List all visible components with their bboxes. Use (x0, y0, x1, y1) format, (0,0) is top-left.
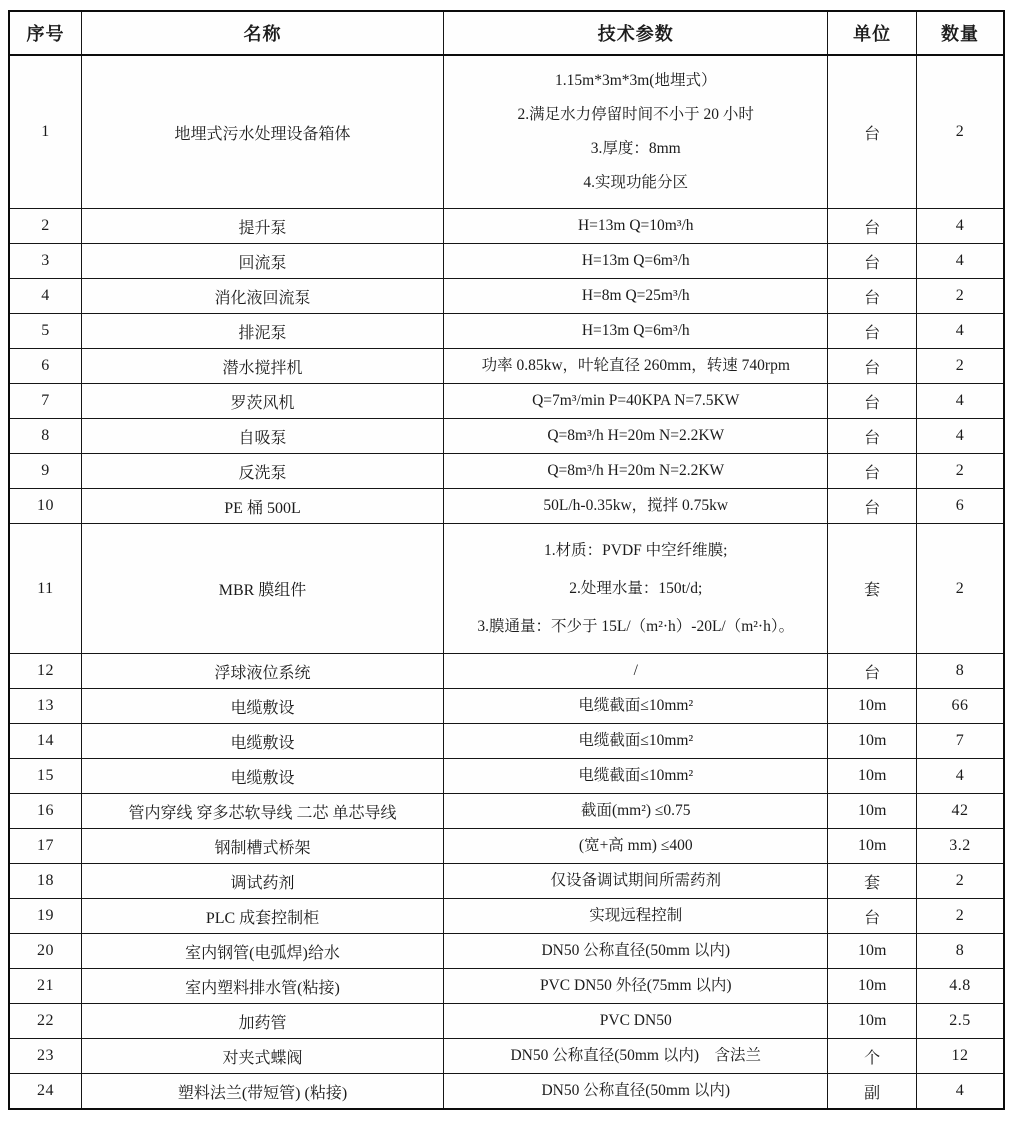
table-row (9, 1004, 1004, 1039)
table-row (9, 689, 1004, 724)
cell-quantity: 2 (916, 524, 1004, 654)
cell-serial-number: 4 (9, 279, 81, 314)
parameter-line: Q=7m³/min P=40KPA N=7.5KW (532, 392, 740, 409)
equipment-spec-table (8, 10, 1005, 1110)
cell-unit: 台 (828, 899, 917, 934)
parameter-line: H=13m Q=6m³/h (581, 322, 690, 339)
parameter-line: 2.满足水力停留时间不小于 20 小时 (517, 106, 754, 124)
cell-equipment-name: 调试药剂 (81, 864, 443, 899)
parameter-line: Q=8m³/h H=20m N=2.2KW (547, 462, 725, 479)
cell-equipment-name: 排泥泵 (81, 314, 443, 349)
cell-unit: 台 (828, 209, 917, 244)
cell-technical-parameters (444, 689, 828, 724)
cell-equipment-name: MBR 膜组件 (81, 524, 443, 654)
cell-serial-number: 3 (9, 244, 81, 279)
cell-equipment-name: 对夹式蝶阀 (81, 1039, 443, 1074)
cell-unit: 10m (828, 829, 917, 864)
cell-quantity: 4 (916, 384, 1004, 419)
cell-serial-number: 8 (9, 419, 81, 454)
cell-equipment-name: 回流泵 (81, 244, 443, 279)
cell-serial-number: 20 (9, 934, 81, 969)
cell-equipment-name: 反洗泵 (81, 454, 443, 489)
table-row (9, 314, 1004, 349)
table-row (9, 349, 1004, 384)
parameter-line: 实现远程控制 (589, 907, 683, 924)
cell-technical-parameters (444, 524, 828, 654)
cell-equipment-name: 电缆敷设 (81, 724, 443, 759)
parameter-line: DN50 公称直径(50mm 以内) 含法兰 (510, 1047, 762, 1064)
cell-technical-parameters (444, 969, 828, 1004)
parameter-lines (448, 56, 823, 208)
cell-equipment-name: 钢制槽式桥架 (81, 829, 443, 864)
cell-technical-parameters (444, 1074, 828, 1110)
parameter-line: 截面(mm²) ≤0.75 (580, 802, 691, 819)
cell-unit: 台 (828, 489, 917, 524)
cell-equipment-name: 管内穿线 穿多芯软导线 二芯 单芯导线 (81, 794, 443, 829)
cell-equipment-name: 电缆敷设 (81, 689, 443, 724)
cell-serial-number: 24 (9, 1074, 81, 1110)
parameter-line: 3.膜通量：不少于 15L/（m²·h）-20L/（m²·h）。 (477, 617, 795, 635)
cell-quantity: 7 (916, 724, 1004, 759)
parameter-line: 电缆截面≤10mm² (578, 767, 694, 784)
table-row (9, 244, 1004, 279)
table-header (9, 11, 1004, 55)
column-header-no: 序号 (9, 11, 81, 55)
parameter-line: H=13m Q=6m³/h (581, 252, 690, 269)
cell-serial-number: 10 (9, 489, 81, 524)
parameter-line: PVC DN50 (599, 1012, 672, 1029)
cell-equipment-name: 室内钢管(电弧焊)给水 (81, 934, 443, 969)
cell-unit: 个 (828, 1039, 917, 1074)
cell-quantity: 2 (916, 864, 1004, 899)
table-row (9, 419, 1004, 454)
cell-serial-number: 13 (9, 689, 81, 724)
table-row (9, 759, 1004, 794)
cell-unit: 10m (828, 1004, 917, 1039)
cell-unit: 副 (828, 1074, 917, 1110)
cell-serial-number: 16 (9, 794, 81, 829)
cell-equipment-name: 塑料法兰(带短管) (粘接) (81, 1074, 443, 1110)
parameter-line: 功率 0.85kw，叶轮直径 260mm，转速 740rpm (481, 357, 790, 374)
cell-technical-parameters (444, 244, 828, 279)
cell-quantity: 66 (916, 689, 1004, 724)
cell-quantity: 12 (916, 1039, 1004, 1074)
cell-quantity: 2 (916, 55, 1004, 209)
parameter-line: 50L/h-0.35kw，搅拌 0.75kw (543, 497, 729, 514)
cell-equipment-name: 自吸泵 (81, 419, 443, 454)
column-header-name: 名称 (81, 11, 443, 55)
cell-unit: 台 (828, 349, 917, 384)
cell-quantity: 2 (916, 279, 1004, 314)
cell-quantity: 4.8 (916, 969, 1004, 1004)
parameter-line: / (633, 662, 638, 679)
table-row (9, 489, 1004, 524)
header-row (9, 11, 1004, 55)
cell-equipment-name: 室内塑料排水管(粘接) (81, 969, 443, 1004)
cell-unit: 10m (828, 724, 917, 759)
cell-unit: 台 (828, 454, 917, 489)
cell-quantity: 4 (916, 759, 1004, 794)
cell-unit: 台 (828, 244, 917, 279)
cell-technical-parameters (444, 829, 828, 864)
table-row (9, 1039, 1004, 1074)
cell-unit: 10m (828, 934, 917, 969)
cell-quantity: 3.2 (916, 829, 1004, 864)
cell-serial-number: 11 (9, 524, 81, 654)
table-row (9, 829, 1004, 864)
parameter-lines (448, 524, 823, 653)
parameter-line: H=13m Q=10m³/h (577, 217, 694, 234)
cell-unit: 台 (828, 419, 917, 454)
table-row (9, 454, 1004, 489)
cell-unit: 套 (828, 524, 917, 654)
cell-equipment-name: 罗茨风机 (81, 384, 443, 419)
parameter-line: 2.处理水量：150t/d; (569, 579, 703, 597)
cell-technical-parameters (444, 419, 828, 454)
cell-serial-number: 1 (9, 55, 81, 209)
parameter-line: 3.厚度：8mm (590, 140, 681, 158)
cell-technical-parameters (444, 654, 828, 689)
cell-quantity: 6 (916, 489, 1004, 524)
cell-unit: 10m (828, 969, 917, 1004)
cell-equipment-name: 消化液回流泵 (81, 279, 443, 314)
cell-serial-number: 9 (9, 454, 81, 489)
cell-quantity: 4 (916, 244, 1004, 279)
cell-serial-number: 14 (9, 724, 81, 759)
cell-equipment-name: 潜水搅拌机 (81, 349, 443, 384)
table-body (9, 55, 1004, 1109)
column-header-param: 技术参数 (444, 11, 828, 55)
cell-unit: 台 (828, 314, 917, 349)
cell-quantity: 4 (916, 419, 1004, 454)
cell-serial-number: 17 (9, 829, 81, 864)
cell-technical-parameters (444, 349, 828, 384)
cell-technical-parameters (444, 384, 828, 419)
cell-equipment-name: 提升泵 (81, 209, 443, 244)
parameter-line: 电缆截面≤10mm² (578, 697, 694, 714)
cell-serial-number: 19 (9, 899, 81, 934)
cell-unit: 台 (828, 279, 917, 314)
parameter-line: (宽+高 mm) ≤400 (578, 837, 693, 854)
parameter-line: Q=8m³/h H=20m N=2.2KW (547, 427, 725, 444)
table-row (9, 899, 1004, 934)
cell-quantity: 4 (916, 314, 1004, 349)
parameter-line: 1.材质：PVDF 中空纤维膜; (544, 542, 728, 560)
cell-unit: 10m (828, 794, 917, 829)
cell-quantity: 8 (916, 934, 1004, 969)
cell-equipment-name: 地埋式污水处理设备箱体 (81, 55, 443, 209)
table-row (9, 864, 1004, 899)
table-row (9, 724, 1004, 759)
table-row (9, 524, 1004, 654)
parameter-line: 电缆截面≤10mm² (578, 732, 694, 749)
parameter-line: DN50 公称直径(50mm 以内) (541, 942, 731, 959)
table-row (9, 794, 1004, 829)
cell-unit: 台 (828, 384, 917, 419)
cell-technical-parameters (444, 314, 828, 349)
parameter-line: 仅设备调试期间所需药剂 (550, 872, 721, 889)
cell-equipment-name: PE 桶 500L (81, 489, 443, 524)
table-row (9, 279, 1004, 314)
cell-serial-number: 12 (9, 654, 81, 689)
cell-unit: 10m (828, 689, 917, 724)
cell-serial-number: 5 (9, 314, 81, 349)
parameter-line: PVC DN50 外径(75mm 以内) (539, 977, 732, 994)
table-row (9, 384, 1004, 419)
cell-technical-parameters (444, 209, 828, 244)
cell-serial-number: 23 (9, 1039, 81, 1074)
parameter-line: H=8m Q=25m³/h (581, 287, 690, 304)
cell-serial-number: 22 (9, 1004, 81, 1039)
cell-equipment-name: 电缆敷设 (81, 759, 443, 794)
table-row (9, 209, 1004, 244)
cell-equipment-name: PLC 成套控制柜 (81, 899, 443, 934)
parameter-line: 1.15m*3m*3m(地埋式） (555, 72, 717, 90)
cell-quantity: 42 (916, 794, 1004, 829)
cell-serial-number: 18 (9, 864, 81, 899)
cell-quantity: 2.5 (916, 1004, 1004, 1039)
cell-quantity: 8 (916, 654, 1004, 689)
cell-unit: 套 (828, 864, 917, 899)
cell-technical-parameters (444, 864, 828, 899)
cell-technical-parameters (444, 1039, 828, 1074)
cell-technical-parameters (444, 1004, 828, 1039)
table-row (9, 654, 1004, 689)
cell-serial-number: 7 (9, 384, 81, 419)
table-row (9, 1074, 1004, 1110)
cell-unit: 台 (828, 55, 917, 209)
cell-technical-parameters (444, 934, 828, 969)
cell-equipment-name: 加药管 (81, 1004, 443, 1039)
cell-quantity: 2 (916, 349, 1004, 384)
column-header-qty: 数量 (916, 11, 1004, 55)
cell-serial-number: 15 (9, 759, 81, 794)
table-row (9, 969, 1004, 1004)
cell-technical-parameters (444, 794, 828, 829)
column-header-unit: 单位 (828, 11, 917, 55)
parameter-line: 4.实现功能分区 (583, 174, 689, 192)
cell-quantity: 2 (916, 454, 1004, 489)
cell-unit: 台 (828, 654, 917, 689)
cell-technical-parameters (444, 55, 828, 209)
cell-serial-number: 21 (9, 969, 81, 1004)
table-row (9, 55, 1004, 209)
parameter-line: DN50 公称直径(50mm 以内) (541, 1082, 731, 1099)
cell-serial-number: 2 (9, 209, 81, 244)
table-row (9, 934, 1004, 969)
cell-technical-parameters (444, 899, 828, 934)
cell-quantity: 4 (916, 1074, 1004, 1110)
cell-equipment-name: 浮球液位系统 (81, 654, 443, 689)
cell-quantity: 4 (916, 209, 1004, 244)
cell-technical-parameters (444, 759, 828, 794)
cell-technical-parameters (444, 489, 828, 524)
cell-technical-parameters (444, 724, 828, 759)
cell-unit: 10m (828, 759, 917, 794)
cell-serial-number: 6 (9, 349, 81, 384)
cell-technical-parameters (444, 454, 828, 489)
cell-technical-parameters (444, 279, 828, 314)
cell-quantity: 2 (916, 899, 1004, 934)
